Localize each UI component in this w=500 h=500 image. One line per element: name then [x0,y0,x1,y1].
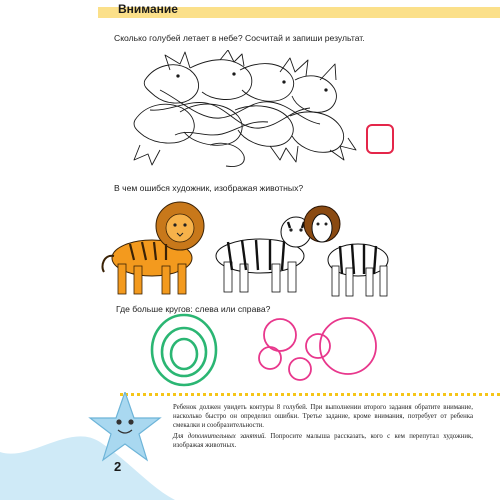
pigeons-outline-illustration [130,50,360,170]
section-title: Внимание [118,2,178,16]
question-animals: В чем ошибся художник, изображая животных? [114,183,304,193]
maned-zebra-figure [304,206,388,296]
zebra-striped-tiger-figure [216,217,311,292]
star-mascot-icon [0,392,175,500]
animals-illustration [100,198,400,303]
circles-illustration [130,310,390,392]
left-nested-circles [152,315,216,385]
question-circles: Где больше кругов: слева или справа? [116,304,271,314]
answer-box[interactable] [366,124,394,154]
right-scattered-circles [259,318,376,380]
note-extra-text: Попросите малыша рассказать, кого с кем перепутал художник, изображая животных. [173,433,473,449]
page-number: 2 [114,459,122,474]
note-extra [173,432,473,450]
question-pigeons: Сколько голубей летает в небе? Сосчитай и запиши результат. [114,33,365,43]
tiger-striped-lion-figure [102,202,204,294]
note-extra-label: Для дополнительных занятий. [173,433,267,440]
divider-line [120,393,500,396]
note-paragraph: Ребенок должен увидеть контуры 8 голубей. При выполнении второго задания обратите внимание, насколько быстро он определил ошибки. Третье задание, кроме внимания, потребует от ребенка смекалки и сообразительности. [173,404,473,429]
